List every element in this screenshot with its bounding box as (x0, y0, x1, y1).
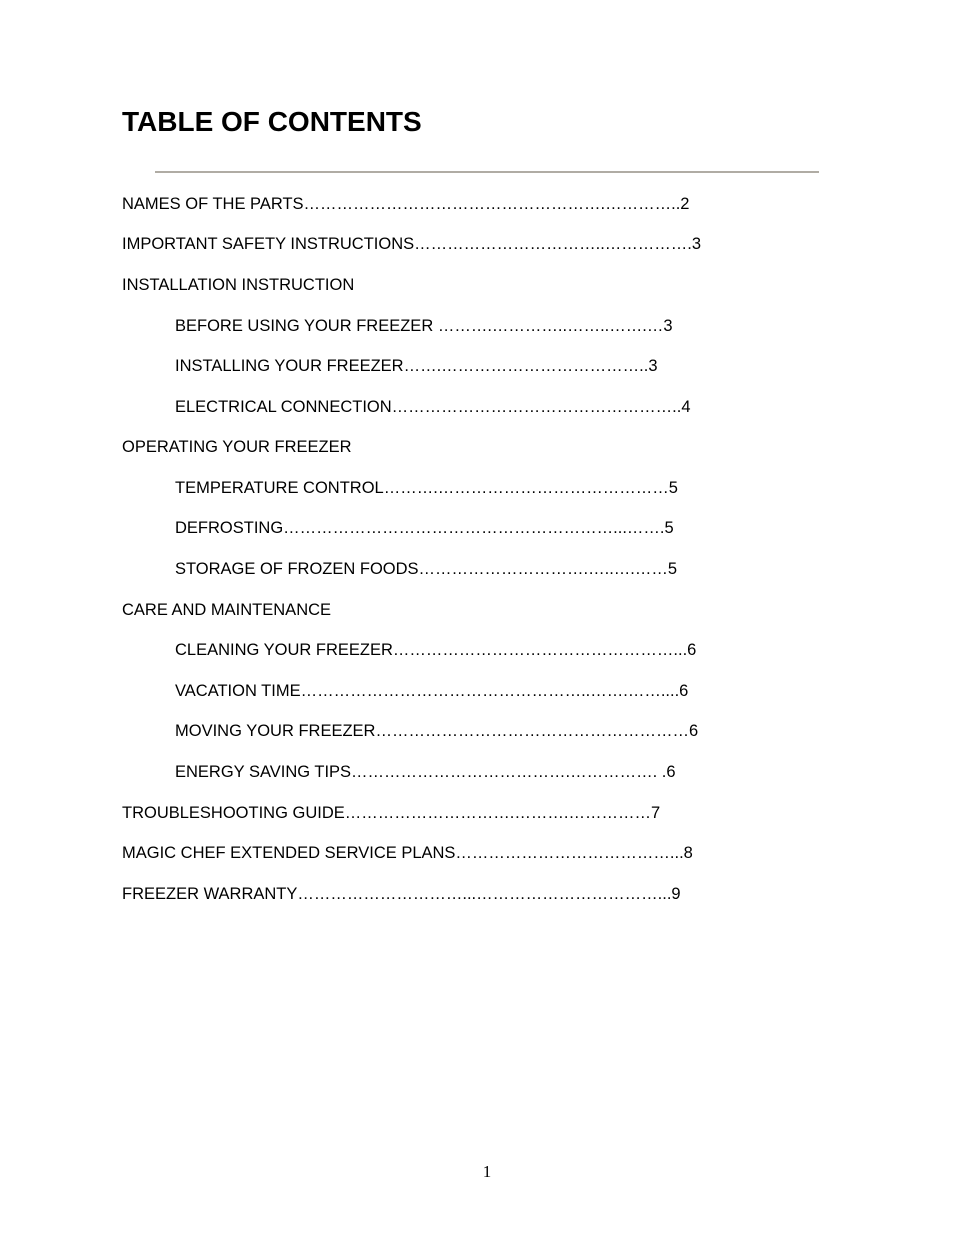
page-number: 1 (482, 1162, 492, 1181)
toc-entry-text: TEMPERATURE CONTROL……….……………………………………5 (175, 479, 678, 497)
toc-subentry (175, 397, 691, 417)
toc-subentry (175, 762, 676, 782)
toc-entry-text: CLEANING YOUR FREEZER……………………………………………...6 (175, 641, 697, 659)
toc-entry-text: FREEZER WARRANTY…………………………...……………………………...9 (122, 885, 681, 903)
toc-subentry (175, 478, 678, 498)
toc-subentry (175, 518, 674, 538)
toc-section-heading (122, 275, 354, 295)
toc-entry-text: MOVING YOUR FREEZER…………………………………………………6 (175, 722, 699, 740)
toc-subentry (175, 356, 658, 376)
toc-subentry (175, 559, 677, 579)
toc-entry-text: TROUBLESHOOTING GUIDE………………………….……….……………7 (122, 804, 661, 822)
toc-entry-text: CARE AND MAINTENANCE (122, 601, 332, 619)
toc-subentry (175, 681, 688, 701)
toc-entry-text: OPERATING YOUR FREEZER (122, 438, 352, 456)
toc-subentry (175, 721, 698, 741)
toc-entry-text: IMPORTANT SAFETY INSTRUCTIONS……………………………..…………….3 (122, 235, 702, 253)
page-title: TABLE OF CONTENTS (122, 106, 422, 137)
toc-section-heading (122, 600, 331, 620)
toc-entry (122, 884, 681, 904)
toc-entry-text: BEFORE USING YOUR FREEZER ……….…………..……..…….…3 (175, 317, 673, 335)
toc-entry (122, 194, 689, 214)
toc-entry-text: VACATION TIME……………………………………………..…….……....6 (175, 682, 689, 700)
toc-entry-text: INSTALLING YOUR FREEZER…….………………………………..3 (175, 357, 658, 375)
toc-entry (122, 803, 660, 823)
toc-entry-text: DEFROSTING……………………………………………………...…….5 (175, 519, 674, 537)
toc-entry-text: NAMES OF THE PARTS……………………………………………….…………..2 (122, 195, 690, 213)
toc-entry (122, 843, 693, 863)
toc-entry-text: INSTALLATION INSTRUCTION (122, 276, 355, 294)
toc-section-heading (122, 437, 352, 457)
toc-entry-text: ENERGY SAVING TIPS………………………………….……………. .6 (175, 763, 676, 781)
toc-entry-text: ELECTRICAL CONNECTION……………………………………………..4 (175, 398, 691, 416)
toc-entry-text: MAGIC CHEF EXTENDED SERVICE PLANS…………………………………...8 (122, 844, 693, 862)
toc-subentry (175, 640, 696, 660)
toc-entry (122, 234, 701, 254)
toc-subentry (175, 316, 673, 336)
toc-entry-text: STORAGE OF FROZEN FOODS………………………….…..….……5 (175, 560, 678, 578)
